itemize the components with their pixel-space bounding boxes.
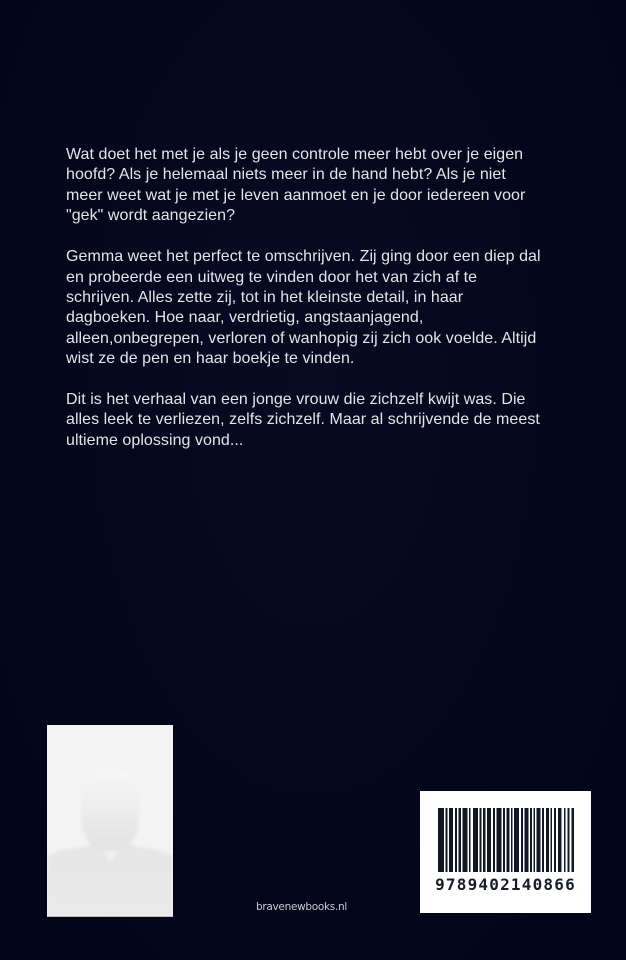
blurb-line: "gek" wordt aangezien? (66, 207, 236, 225)
isbn-barcode (420, 791, 591, 913)
isbn-number: 9789402140866 (435, 875, 576, 894)
blurb-paragraph-1 (66, 145, 586, 227)
blurb-line: alles leek te verliezen, zelfs zichzelf. Maar al schrijvende de meest (66, 411, 540, 429)
blurb-line: Wat doet het met je als je geen controle meer hebt over je eigen (66, 146, 524, 163)
blurb-line: meer weet wat je met je leven aanmoet en je door iedereen voor (66, 186, 526, 204)
blurb-paragraph-2 (66, 247, 586, 369)
blurb-paragraph-3 (66, 390, 586, 451)
blurb-line: wist ze de pen en haar boekje te vinden. (66, 350, 355, 368)
blurb-line: ultieme oplossing vond... (66, 431, 244, 449)
blurb-line: dagboeken. Hoe naar, verdrietig, angstaanjagend, (66, 309, 424, 327)
back-cover-blurb (66, 145, 586, 472)
barcode-icon (438, 808, 574, 872)
blurb-line: Dit is het verhaal van een jonge vrouw die zichzelf kwijt was. Die (66, 391, 526, 409)
person-placeholder-icon (47, 725, 173, 916)
blurb-line: schrijven. Alles zette zij, tot in het kleinste detail, in haar (66, 288, 464, 306)
blurb-line: Gemma weet het perfect te omschrijven. Zij ging door een diep dal (66, 248, 541, 266)
blurb-line: alleen,onbegrepen, verloren of wanhopig zij zich ook voelde. Altijd (66, 329, 537, 347)
publisher-url: bravenewbooks.nl (256, 901, 347, 913)
blurb-line: hoofd? Als je helemaal niets meer in de hand hebt? Als je niet (66, 166, 506, 184)
author-photo-placeholder (47, 725, 173, 916)
blurb-line: en probeerde een uitweg te vinden door het van zich af te (66, 268, 478, 286)
